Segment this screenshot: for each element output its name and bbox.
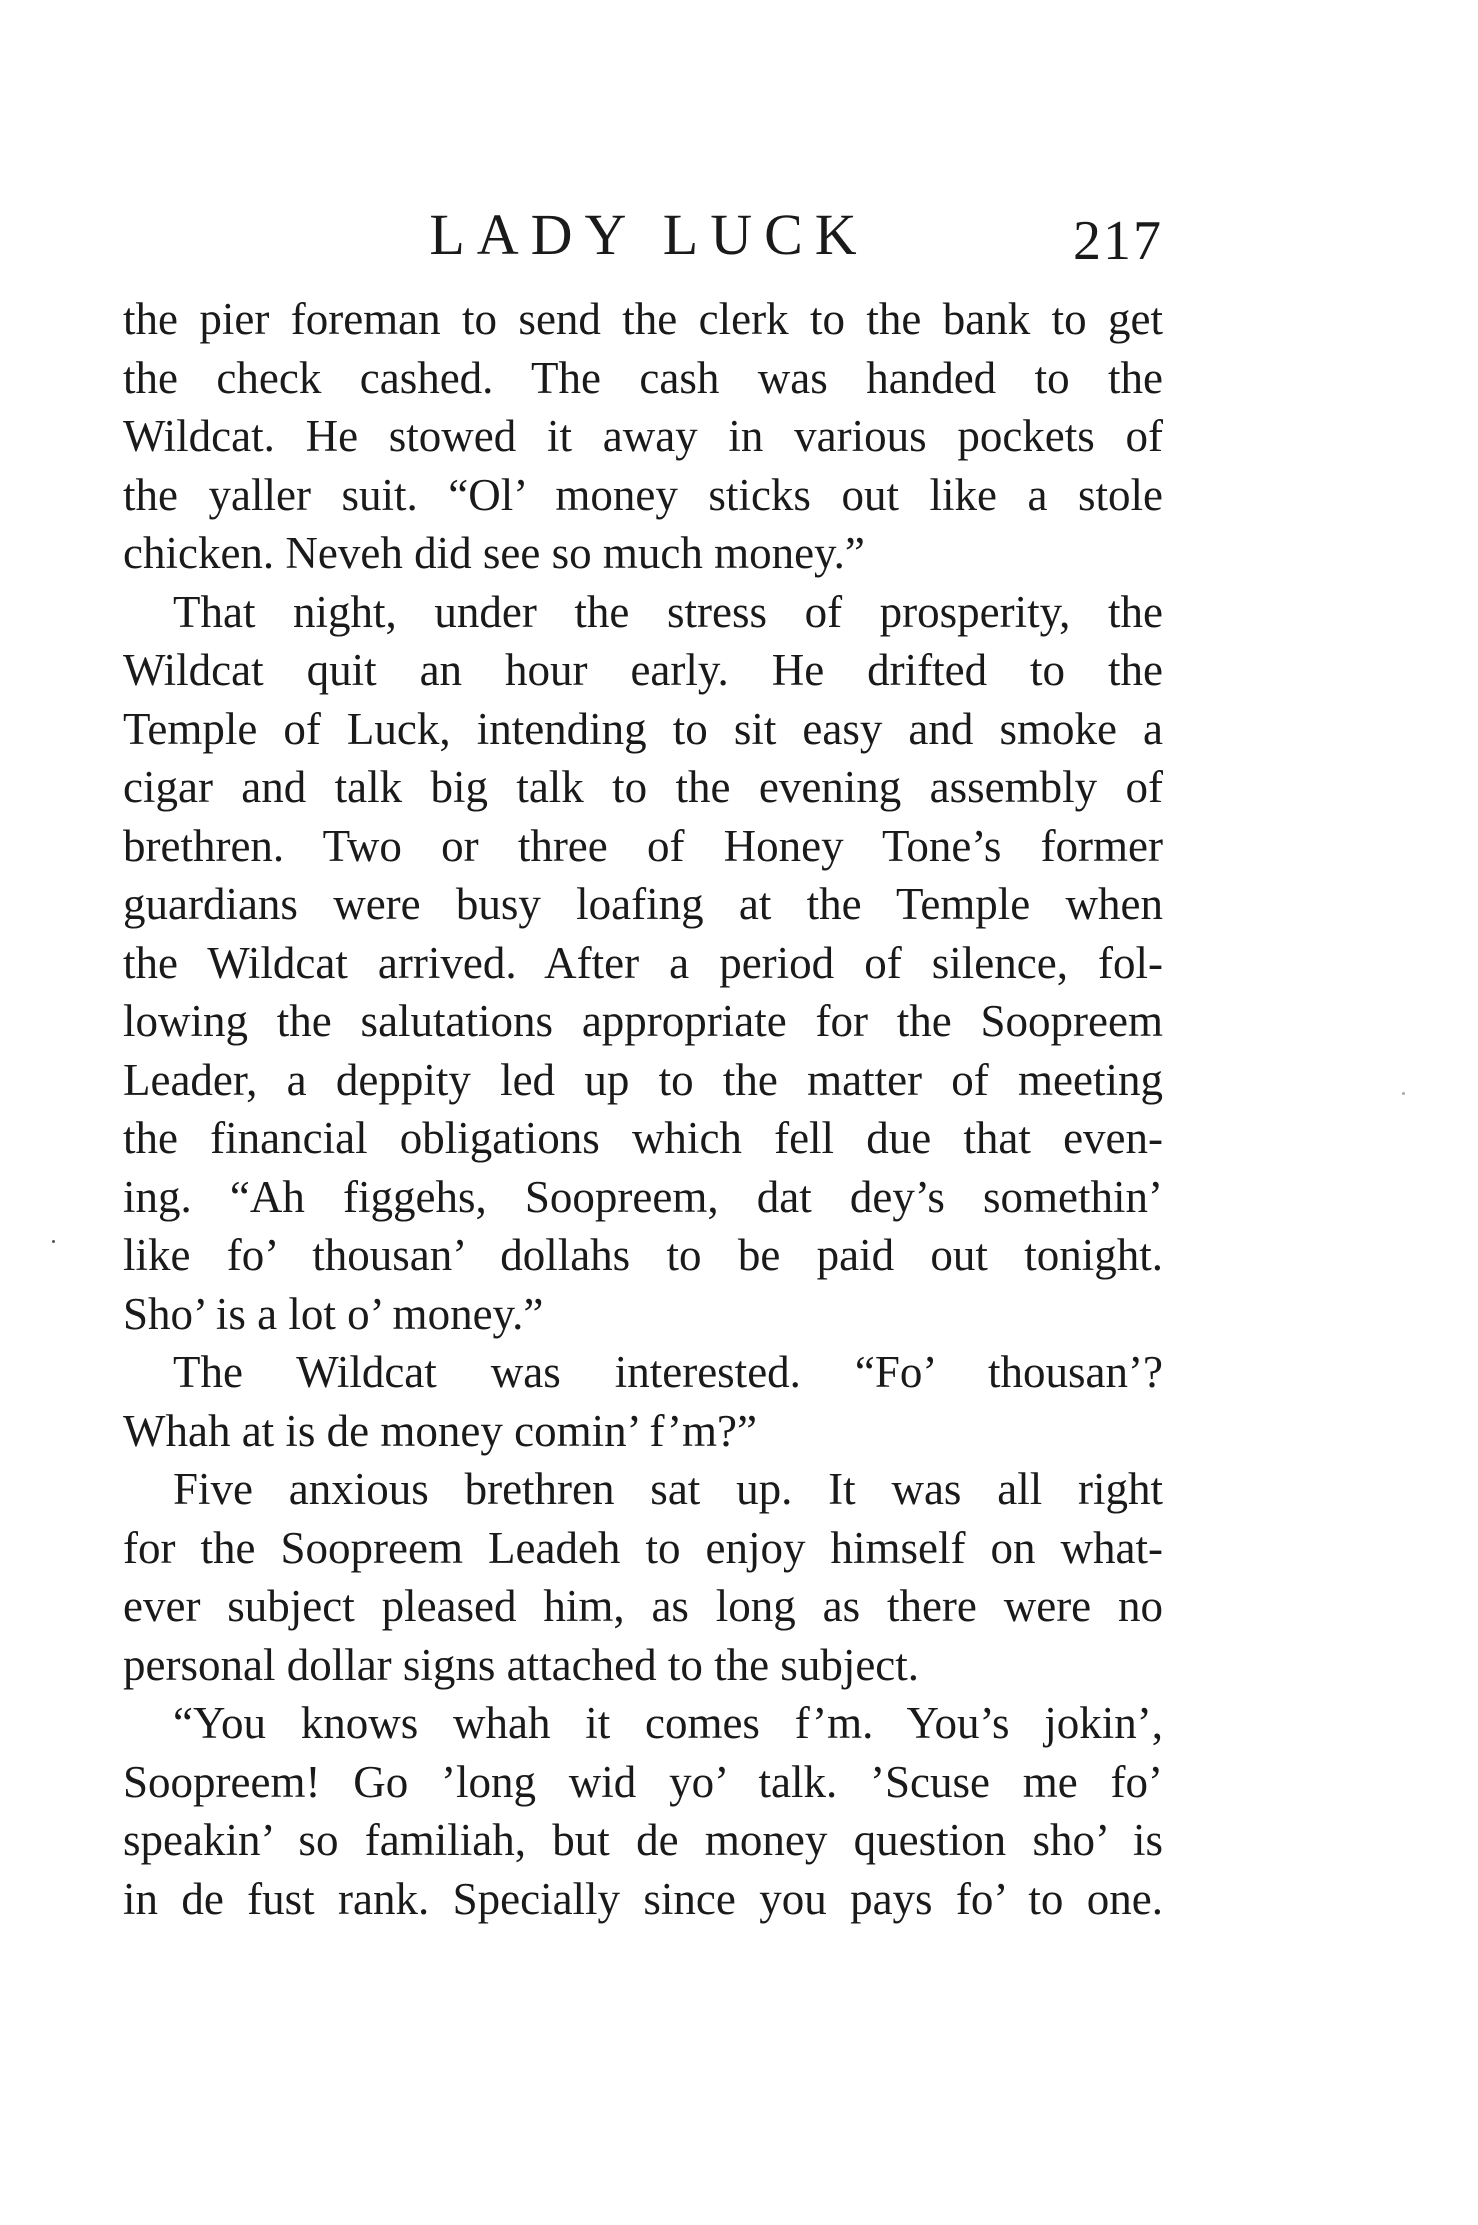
running-title: LADY LUCK [429, 202, 869, 267]
text-line: like fo’ thousan’ dollahs to be paid out tonight. [123, 1230, 1163, 1280]
text-line: the yaller suit. “Ol’ money sticks out like a stole [123, 469, 1163, 520]
text-line: Leader, a deppity led up to the matter of meeting [123, 1054, 1163, 1105]
text-line: speakin’ so familiah, but de money question sho’ is [123, 1815, 1163, 1865]
text-line: ever subject pleased him, as long as there were no [123, 1581, 1163, 1631]
text-line: Soopreem! Go ’long wid yo’ talk. ’Scuse me fo’ [123, 1756, 1163, 1807]
text-line: Temple of Luck, intending to sit easy and smoke a [123, 703, 1163, 754]
text-line: in de fust rank. Specially since you pays fo’ to one. [123, 1873, 1163, 1924]
paper-speck [1402, 1092, 1405, 1095]
text-line: The Wildcat was interested. “Fo’ thousan’? [173, 1347, 1163, 1397]
text-line: cigar and talk big talk to the evening assembly of [123, 762, 1163, 812]
text-line: the financial obligations which fell due that even- [123, 1113, 1163, 1163]
paper-speck [52, 1240, 55, 1243]
text-line: Five anxious brethren sat up. It was all right [173, 1464, 1163, 1514]
text-line: guardians were busy loafing at the Temple when [123, 879, 1163, 929]
text-line: That night, under the stress of prosperity, the [173, 586, 1163, 637]
running-head [123, 200, 1163, 280]
text-line: “You knows whah it comes f’m. You’s jokin’, [173, 1698, 1163, 1748]
text-line: the Wildcat arrived. After a period of silence, fol- [123, 937, 1163, 988]
text-line: Whah at is de money comin’ f’m?” [123, 1405, 757, 1456]
text-line: Sho’ is a lot o’ money.” [123, 1288, 544, 1339]
text-line: the check cashed. The cash was handed to the [123, 352, 1163, 403]
text-line: for the Soopreem Leadeh to enjoy himself on what- [123, 1522, 1163, 1573]
text-line: Wildcat quit an hour early. He drifted to the [123, 645, 1163, 695]
text-line: the pier foreman to send the clerk to the bank to get [123, 294, 1163, 344]
text-line: chicken. Neveh did see so much money.” [123, 528, 865, 578]
text-line: ing. “Ah figgehs, Soopreem, dat dey’s somethin’ [123, 1171, 1163, 1222]
body-text [123, 290, 1163, 1928]
page-number: 217 [1073, 210, 1163, 272]
text-line: personal dollar signs attached to the subject. [123, 1639, 920, 1690]
text-line: lowing the salutations appropriate for the Soopreem [123, 996, 1163, 1046]
text-line: brethren. Two or three of Honey Tone’s former [123, 820, 1163, 871]
text-line: Wildcat. He stowed it away in various pockets of [123, 411, 1163, 461]
